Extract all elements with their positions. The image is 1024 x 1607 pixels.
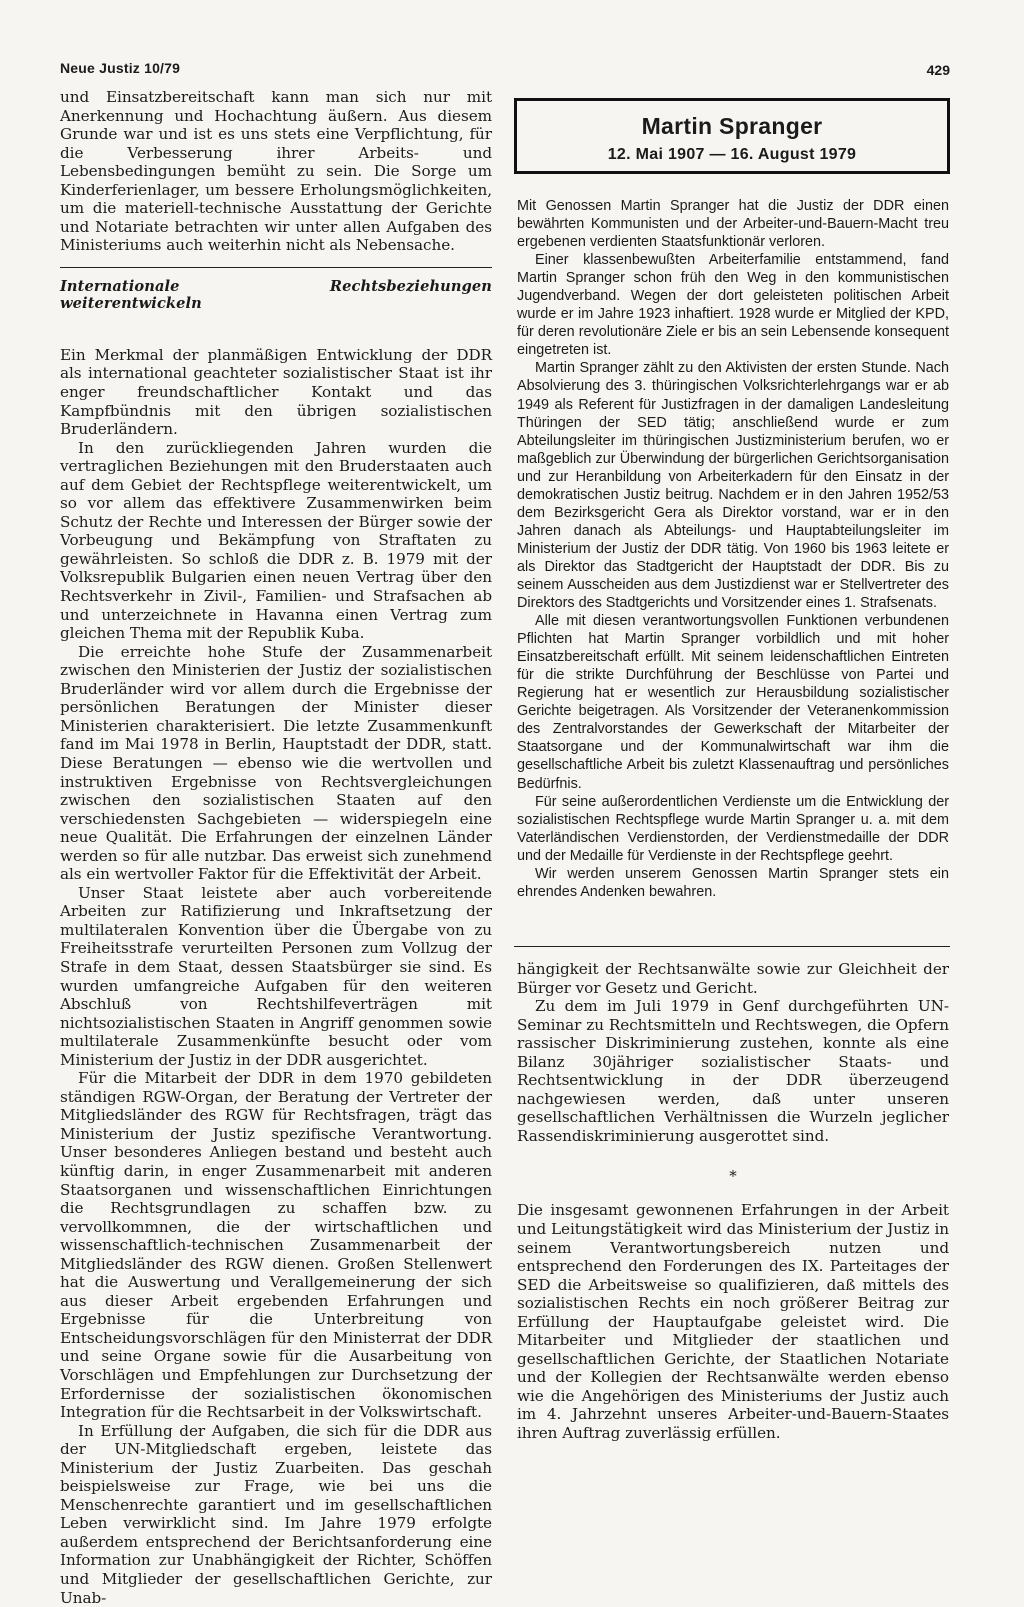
obituary-text [517, 197, 949, 901]
obituary-paragraph: Alle mit diesen verantwortungsvollen Funktionen verbundenen Pflichten hat Martin Spranger vorbildlich und mit hoher Einsatzbereitschaft erfüllt. Mit seinem leidenschaftlichen Eintreten für die strikte Durchführung der Beschlüsse von Partei und Regierung hat er wesentlich zur Herausbildung sozialistischer Gerichte beigetragen. Als Vorsitzender der Veteranenkommission des Zentralvorstandes der Gewerkschaft der Mitarbeiter der Staatsorgane und der Kommunalwirtschaft war ihm die gesellschaftliche Arbeit bis zuletzt Klassenauftrag und persönliches Bedürfnis. [517, 613, 949, 792]
obituary-paragraph: Einer klassenbewußten Arbeiterfamilie entstammend, fand Martin Spranger schon früh den Weg in den kommunistischen Jugendverband. Wegen der dort geleisteten politischen Arbeit wurde er im Jahre 1923 inhaftiert. 1928 wurde er Mitglied der KPD, für deren revolutionäre Ziele er bis an sein Lebensende konsequent eingetreten ist. [517, 252, 949, 359]
right-column-continuation [517, 960, 949, 1443]
section-separator: * [729, 1167, 737, 1186]
continuation-paragraph: hängigkeit der Rechtsanwälte sowie zur Gleichheit der Bürger vor Gesetz und Gericht. [517, 960, 949, 997]
section-heading: Internationale Rechtsbeziehungen weiterentwickeln [60, 277, 492, 312]
un-seminar-paragraph: Zu dem im Juli 1979 in Genf durchgeführten UN-Seminar zu Rechtsmitteln und Rechtswegen, die Opfern rassischer Diskriminierung zustehen, konnte als eine Bilanz 30jähriger sozialistischer Staats- und Rechtsentwicklung in der DDR überzeugend nachgewiesen werden, daß unter unseren gesellschaftlichen Verhältnissen die Wurzeln jeglicher Rassendiskriminierung ausgerottet sind. [517, 997, 949, 1145]
closing-paragraph: Die insgesamt gewonnenen Erfahrungen in der Arbeit und Leitungstätigkeit wird das Ministerium der Justiz in seinem Verantwortungsbereich nutzen und entsprechend den Forderungen des IX. Parteitages der SED die Arbeitsweise so qualifizieren, daß mittels des sozialistischen Rechts ein noch größerer Beitrag zur Erfüllung der Hauptaufgabe geleistet wird. Die Mitarbeiter und Mitglieder der staatlichen und gesellschaftlichen Gerichte, der Staatlichen Notariate und der Kollegien der Rechtsanwälte werden ebenso wie die Angehörigen des Ministeriums der Justiz auch im 4. Jahrzehnt unseres Arbeiter-und-Bauern-Staates ihren Auftrag zuverlässig erfüllen. [517, 1201, 949, 1443]
body-paragraph: Die erreichte hohe Stufe der Zusammenarbeit zwischen den Ministerien der Justiz der sozialistischen Bruderländer wird vor allem durch die Ergebnisse der persönlichen Beratungen der Minister dieser Ministerien charakterisiert. Die letzte Zusammenkunft fand im Mai 1978 in Berlin, Hauptstadt der DDR, statt. Diese Beratungen — ebenso wie die wertvollen und instruktiven Ergebnisse von Rechtsvergleichungen zwischen den sozialistischen Staaten auf den verschiedensten Sachgebieten — widerspiegeln eine neue Qualität. Die Erfahrungen der einzelnen Länder werden so für alle nutzbar. Das erweist sich zunehmend als ein wertvoller Faktor für die Effektivität der Arbeit. [60, 642, 492, 884]
body-paragraph: Für die Mitarbeit der DDR in dem 1970 gebildeten ständigen RGW-Organ, der Beratung der Vertreter der Mitgliedsländer des RGW für Rechtsfragen, trägt das Ministerium der Justiz spezifische Verantwortung. Unser besonderes Anliegen bestand und besteht auch künftig darin, in enger Zusammenarbeit mit anderen Staatsorganen und wissenschaftlichen Einrichtungen die Rechtsgrundlagen zu schaffen bzw. zu vervollkommnen, die der wirtschaftlichen und wissenschaftlich-technischen Zusammenarbeit der Mitgliedsländer des RGW dienen. Großen Stellenwert hat die Auswertung und Verallgemeinerung der sich aus dieser Arbeit ergebenden Erfahrungen und Ergebnisse für die Unterbreitung von Entscheidungsvorschlägen für den Ministerrat der DDR und seine Organe sowie für die Ausarbeitung von Vorschlägen und Empfehlungen zur Durchsetzung der Erfordernisse der sozialistischen ökonomischen Integration für die Rechtsarbeit in der Volkswirtschaft. [60, 1069, 492, 1422]
journal-issue-header: Neue Justiz 10/79 [60, 60, 181, 76]
obituary-end-rule [514, 946, 950, 947]
body-paragraph: Ein Merkmal der planmäßigen Entwicklung der DDR als international geachteter sozialistischer Staat ist ihr enger freundschaftlicher Kontakt und das Kampfbündnis mit den übrigen sozialistischen Bruderländern. [60, 345, 492, 439]
body-paragraph: In den zurückliegenden Jahren wurden die vertraglichen Beziehungen mit den Bruderstaaten auch auf dem Gebiet der Rechtspflege weiterentwickelt, um so vor allem das effektivere Zusammenwirken beim Schutz der Rechte und Interessen der Bürger sowie der Vorbeugung und Bekämpfung von Straftaten zu gewährleisten. So schloß die DDR z. B. 1979 mit der Volksrepublik Bulgarien einen neuen Vertrag über den Rechtsverkehr in Zivil-, Familien- und Strafsachen ab und unterzeichnete in Havanna einen Vertrag zum gleichen Thema mit der Republik Kuba. [60, 438, 492, 643]
obituary-paragraph: Wir werden unserem Genossen Martin Spranger stets ein ehrendes Andenken bewahren. [517, 865, 949, 900]
obituary-paragraph: Mit Genossen Martin Spranger hat die Justiz der DDR einen bewährten Kommunisten und der Arbeiter-und-Bauern-Macht treu ergebenen verdienten Staatsfunktionär verloren. [517, 198, 949, 251]
obituary-name: Martin Spranger [641, 113, 823, 139]
obituary-paragraph: Für seine außerordentlichen Verdienste um die Entwicklung der sozialistischen Rechtspflege wurde Martin Spranger u. a. mit dem Vaterländischen Verdienstorden, der Verdienstmedaille der DDR und der Medaille für Verdienste in der Rechtspflege geehrt. [517, 793, 949, 864]
obituary-paragraph: Martin Spranger zählt zu den Aktivisten der ersten Stunde. Nach Absolvierung des 3. thüringischen Volksrichterlehrgangs war er ab 1949 als Referent für Justizfragen in der damaligen Landesleitung Thüringen der SED tätig; anschließend wurde er zum Abteilungsleiter im thüringischen Justizministerium berufen, wo er maßgeblich zur Überwindung der bürgerlichen Gerichtsorganisation und zur Heranbildung von Arbeiterkadern für den Einsatz in der demokratischen Justiz beitrug. Nachdem er in den Jahren 1952/53 dem Bezirksgericht Gera als Direktor vorstand, war er in den Jahren danach als Abteilungs- und Hauptabteilungsleiter im Ministerium der Justiz der DDR tätig. Von 1960 bis 1963 leitete er als Direktor das Stadtgericht der Hauptstadt der DDR. Bis zu seinem Ausscheiden aus dem Justizdienst war er Stellvertreter des Direktors des Stadtgerichts und Vorsitzender eines 1. Strafsenats. [517, 360, 949, 612]
obituary-title-box [514, 98, 950, 174]
obituary-dates: 12. Mai 1907 — 16. August 1979 [607, 146, 857, 163]
body-paragraph: Unser Staat leistete aber auch vorbereitende Arbeiten zur Ratifizierung und Inkraftsetzung der multilateralen Konvention über die Übergabe von zu Freiheitsstrafe verurteilten Personen zum Vollzug der Strafe in dem Staat, dessen Staatsbürger sie sind. Es wurden umfangreiche Aufgaben für den weiteren Abschluß von Rechtshilfeverträgen mit nichtsozialistischen Staaten in Angriff genommen sowie multilaterale Zusammenkünfte besucht oder vom Ministerium der Justiz in der DDR ausgerichtet. [60, 883, 492, 1069]
page-number: 429 [926, 62, 950, 78]
body-paragraph: In Erfüllung der Aufgaben, die sich für die DDR aus der UN-Mitgliedschaft ergeben, leistete das Ministerium der Justiz Zuarbeiten. Das geschah beispielsweise zur Frage, wie bei uns die Menschenrechte garantiert und im gesellschaftlichen Leben verwirklicht sind. Im Jahre 1979 erfolgte außerdem entsprechend der Berichtsanforderung eine Information zur Unabhängigkeit der Richter, Schöffen und Mitglieder der gesellschaftlichen Gerichte, zur Unab- [60, 1421, 492, 1607]
left-column [60, 88, 492, 1607]
section-rule [60, 267, 492, 268]
intro-paragraph: und Einsatzbereitschaft kann man sich nur mit Anerkennung und Hochachtung äußern. Aus diesem Grunde war und ist es uns stets eine Verpflichtung, für die Verbesserung ihrer Arbeits- und Lebensbedingungen bemüht zu sein. Die Sorge um Kinderferienlager, um bessere Erholungsmöglichkeiten, um die materiell-technische Ausstattung der Gerichte und Notariate betrachten wir unter allen Aufgaben des Ministeriums auch weiterhin nicht als Nebensache. [60, 88, 492, 255]
